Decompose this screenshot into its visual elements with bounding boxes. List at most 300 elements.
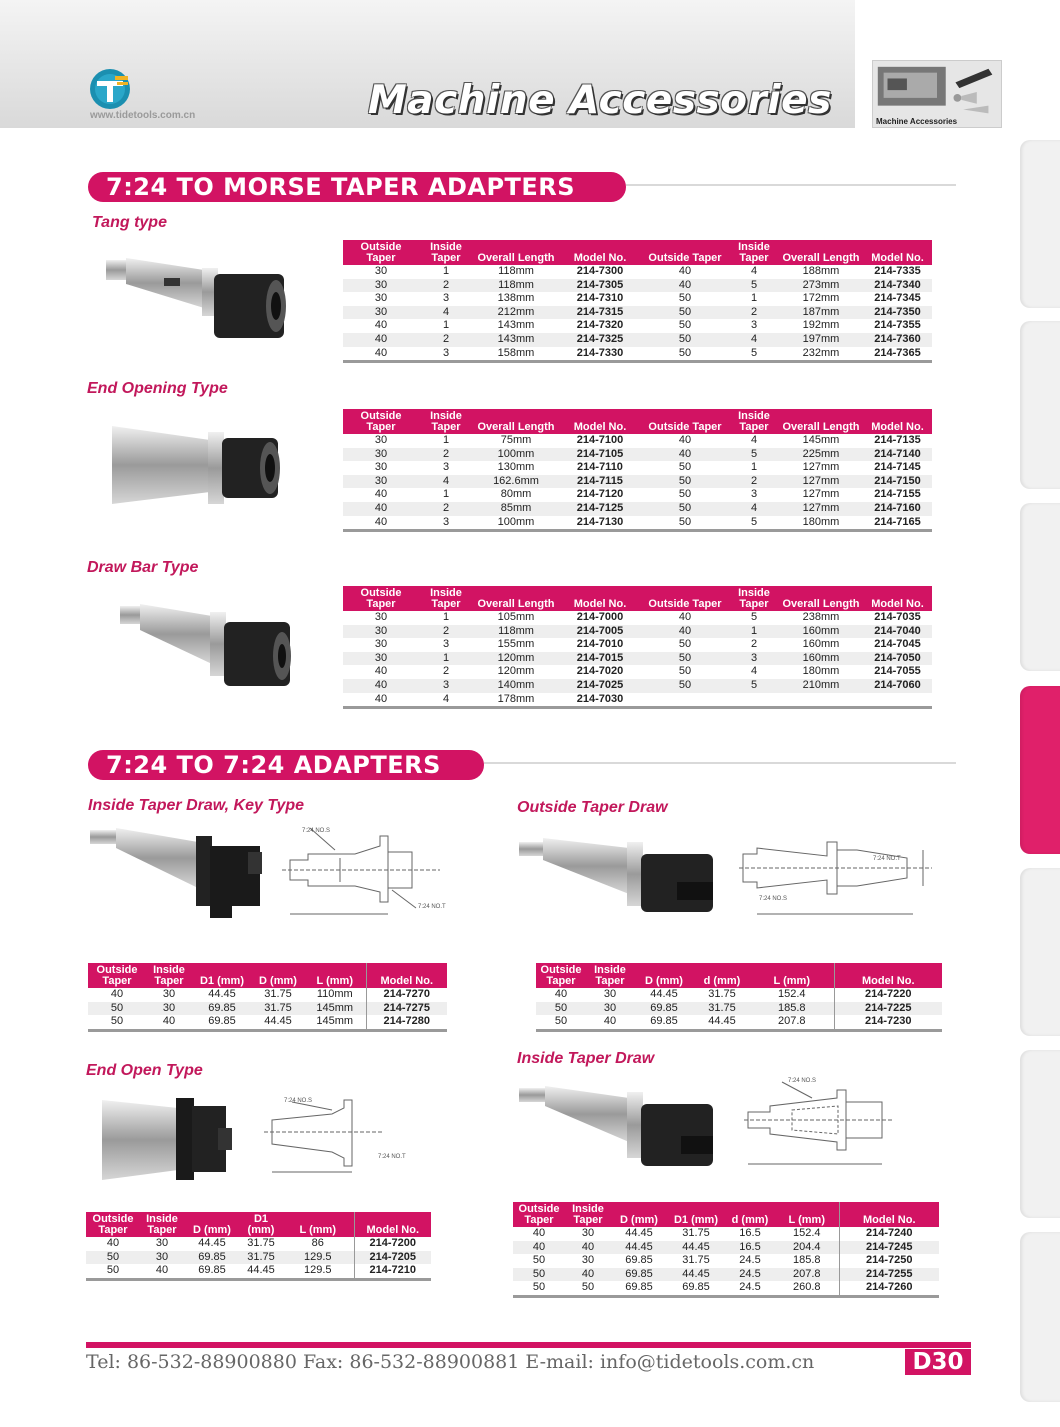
- table-cell: 210mm: [779, 679, 863, 693]
- table-row: [343, 625, 932, 639]
- table-cell: 69.85: [611, 1281, 667, 1296]
- table-cell: 232mm: [779, 347, 863, 362]
- table-cell: 2: [729, 306, 779, 320]
- col-inside-taper-2: Inside Taper: [729, 409, 779, 434]
- table-cell: 31.75: [240, 1251, 282, 1265]
- table-cell: 50: [88, 1002, 146, 1016]
- col-inside-taper: Inside Taper: [419, 586, 473, 611]
- company-logo: [88, 67, 132, 111]
- table-cell: 86: [311, 1237, 324, 1249]
- thumbnail-caption: Machine Accessories: [876, 117, 958, 126]
- table-cell: 4: [729, 502, 779, 516]
- col-model-no: Model No.: [559, 409, 641, 434]
- col-outside-taper: Outside Taper: [343, 240, 419, 265]
- table-cell: 4: [419, 693, 473, 708]
- model-number-cell: 214-7300: [576, 265, 624, 277]
- table-cell: 2: [419, 333, 473, 347]
- table-cell: 4: [419, 306, 473, 320]
- model-number-cell: 214-7140: [863, 448, 932, 462]
- outside-draw-drawing: [737, 830, 937, 920]
- subtitle-inside-draw: Inside Taper Draw: [517, 1050, 655, 1067]
- table-cell: 40: [678, 611, 692, 623]
- table-cell: 225mm: [779, 448, 863, 462]
- col-outside-taper: Outside Taper: [343, 409, 419, 434]
- col-outside-taper: Outside Taper: [536, 963, 586, 988]
- col-d-small: d (mm): [694, 963, 750, 988]
- table-cell: [779, 693, 863, 708]
- end-open-rows: [86, 1237, 431, 1279]
- drawing-label: 7:24 NO.T: [873, 856, 901, 862]
- table-cell: 3: [442, 292, 450, 305]
- table-cell: 30: [343, 448, 419, 462]
- table-row: [86, 1251, 431, 1265]
- table-cell: 127mm: [802, 461, 840, 474]
- table-cell: 129.5: [282, 1264, 354, 1279]
- col-overall-length-2: Overall Length: [779, 586, 863, 611]
- model-number-cell: 214-7025: [559, 679, 641, 693]
- end-opening-rows: [343, 434, 932, 531]
- drawing-label: 7:24 NO.T: [378, 1154, 406, 1160]
- table-cell: 40: [343, 502, 419, 516]
- table-cell: 160mm: [779, 625, 863, 639]
- table-cell: 2: [750, 638, 758, 651]
- table-cell: 160mm: [779, 652, 863, 666]
- table-cell: [729, 693, 779, 708]
- model-number-cell: 214-7245: [839, 1241, 939, 1255]
- subtitle-end-open: End Open Type: [86, 1062, 203, 1079]
- col-overall-length: Overall Length: [473, 586, 559, 611]
- table-cell: 100mm: [473, 516, 559, 531]
- inside-key-adapter-image: [88, 826, 268, 921]
- table-row: [343, 279, 932, 293]
- table-row: [513, 1281, 939, 1296]
- table-cell: 50: [641, 306, 729, 320]
- table-row: [343, 679, 932, 693]
- table-cell: 40: [140, 1264, 184, 1279]
- table-cell: 260.8: [775, 1281, 839, 1296]
- subtitle-outside-draw: Outside Taper Draw: [517, 799, 668, 816]
- model-number-cell: 214-7155: [874, 488, 921, 501]
- table-cell: 118mm: [498, 265, 534, 277]
- table-cell: 31.75: [682, 1227, 710, 1239]
- col-outside-taper-2: Outside Taper: [641, 586, 729, 611]
- table-cell: 40: [343, 693, 419, 708]
- drawing-label: 7:24 NO.S: [284, 1098, 313, 1104]
- table-row: [343, 516, 932, 531]
- model-number-cell: 214-7000: [576, 611, 624, 623]
- table-cell: 31.75: [264, 988, 292, 1000]
- table-cell: 44.45: [611, 1241, 667, 1255]
- subtitle-draw-bar: Draw Bar Type: [87, 559, 199, 576]
- table-cell: 238mm: [802, 611, 840, 623]
- table-cell: 120mm: [473, 652, 559, 666]
- table-row: [513, 1254, 939, 1268]
- table-cell: 44.45: [208, 988, 236, 1000]
- model-number-cell: 214-7240: [839, 1227, 939, 1241]
- model-number-cell: 214-7035: [874, 611, 921, 623]
- model-number-cell: 214-7040: [863, 625, 932, 639]
- col-inside-taper: Inside Taper: [146, 963, 192, 988]
- table-cell: 30: [374, 265, 388, 277]
- col-model-no: Model No.: [366, 963, 447, 988]
- footer-contact[interactable]: Tel: 86-532-88900880 Fax: 86-532-88900881 E-mail: info@tidetools.com.cn: [86, 1351, 815, 1373]
- table-cell: 50: [641, 652, 729, 666]
- table-cell: 197mm: [779, 333, 863, 347]
- end-open-drawing: [262, 1094, 412, 1179]
- section-title-724: 7:24 TO 7:24 ADAPTERS: [88, 750, 484, 780]
- table-cell: 30: [581, 1254, 595, 1267]
- table-cell: 192mm: [802, 319, 840, 332]
- table-cell: 127mm: [802, 488, 840, 501]
- table-cell: 207.8: [775, 1268, 839, 1282]
- model-number-cell: 214-7310: [576, 292, 624, 305]
- model-number-cell: 214-7225: [834, 1002, 942, 1016]
- model-number-cell: 214-7130: [559, 516, 641, 531]
- col-model-no-2: Model No.: [863, 240, 932, 265]
- table-cell: 50: [678, 319, 692, 332]
- table-cell: 69.85: [667, 1281, 725, 1296]
- model-number-cell: 214-7110: [577, 461, 623, 474]
- table-cell: 50: [513, 1281, 565, 1296]
- table-cell: [641, 693, 729, 708]
- table-cell: 30: [146, 1002, 192, 1016]
- table-cell: 40: [343, 333, 419, 347]
- model-number-cell: 214-7330: [559, 347, 641, 362]
- table-cell: 1: [442, 265, 450, 277]
- col-outside-taper-2: Outside Taper: [641, 240, 729, 265]
- col-model-no: Model No.: [559, 240, 641, 265]
- table-cell: 30: [374, 611, 388, 623]
- col-l: L (mm): [282, 1212, 354, 1237]
- table-row: [343, 265, 932, 279]
- model-number-cell: 214-7020: [576, 665, 624, 678]
- table-cell: 31.75: [682, 1254, 710, 1267]
- model-number-cell: 214-7320: [576, 319, 624, 332]
- end-opening-adapter-image: [110, 418, 290, 518]
- side-tab-6[interactable]: [1020, 1050, 1060, 1218]
- table-cell: 40: [565, 1241, 611, 1255]
- col-d1: D1 (mm): [240, 1212, 282, 1237]
- col-model-no: Model No.: [354, 1212, 431, 1237]
- side-tab-2[interactable]: [1020, 321, 1060, 489]
- table-cell: 152.4: [777, 988, 806, 1000]
- table-cell: 50: [88, 1015, 146, 1030]
- table-cell: 30: [581, 1227, 595, 1239]
- table-cell: 158mm: [473, 347, 559, 362]
- table-cell: 40: [343, 516, 419, 531]
- table-cell: 3: [419, 679, 473, 693]
- col-model-no-2: Model No.: [863, 409, 932, 434]
- table-cell: 4: [750, 665, 758, 678]
- side-tab-5[interactable]: [1020, 868, 1060, 1036]
- col-overall-length: Overall Length: [473, 409, 559, 434]
- table-cell: 40: [554, 988, 568, 1000]
- col-d: D (mm): [634, 963, 694, 988]
- page-title: Machine Accessories: [368, 78, 832, 123]
- model-number-cell: 214-7350: [863, 306, 932, 320]
- table-cell: 69.85: [634, 1002, 694, 1016]
- col-l: L (mm): [304, 963, 366, 988]
- table-cell: 44.45: [198, 1237, 226, 1249]
- drawing-label: 7:24 NO.S: [788, 1078, 817, 1084]
- side-tab-4-active[interactable]: [1020, 686, 1060, 854]
- table-cell: 40: [146, 1015, 192, 1030]
- table-cell: 40: [374, 488, 388, 501]
- table-row: [343, 306, 932, 320]
- table-cell: 1: [442, 611, 450, 623]
- table-cell: 50: [513, 1268, 565, 1282]
- model-number-cell: 214-7315: [559, 306, 641, 320]
- table-cell: 1: [442, 319, 450, 332]
- table-cell: 30: [374, 461, 388, 474]
- table-cell: 40: [374, 319, 388, 332]
- col-l: L (mm): [775, 1202, 839, 1227]
- model-number-cell: 214-7100: [576, 434, 624, 446]
- side-tab-1[interactable]: [1020, 140, 1060, 308]
- table-cell: 129.5: [282, 1251, 354, 1265]
- table-cell: 1: [750, 461, 758, 474]
- end-open-table: [86, 1212, 431, 1281]
- col-model-no: Model No.: [834, 963, 942, 988]
- table-cell: 50: [641, 333, 729, 347]
- table-cell: 40: [374, 665, 388, 678]
- table-cell: 155mm: [497, 638, 535, 651]
- table-cell: 3: [419, 347, 473, 362]
- table-cell: 5: [729, 347, 779, 362]
- table-cell: 30: [155, 1237, 169, 1249]
- table-cell: 1: [729, 625, 779, 639]
- outside-draw-adapter-image: [517, 830, 722, 920]
- model-number-cell: 214-7260: [839, 1281, 939, 1296]
- table-cell: 3: [419, 516, 473, 531]
- tang-type-table: [343, 240, 932, 363]
- table-cell: 160mm: [802, 638, 840, 651]
- table-cell: 100mm: [473, 448, 559, 462]
- col-model-no: Model No.: [839, 1202, 939, 1227]
- table-cell: 1: [750, 292, 758, 305]
- model-number-cell: 214-7045: [874, 638, 921, 651]
- side-tab-7[interactable]: [1020, 1232, 1060, 1402]
- table-cell: 40: [586, 1015, 634, 1030]
- table-row: [88, 988, 447, 1002]
- model-number-cell: 214-7275: [366, 1002, 447, 1016]
- table-cell: 31.75: [694, 1002, 750, 1016]
- table-cell: 138mm: [497, 292, 535, 305]
- table-cell: 40: [641, 625, 729, 639]
- table-cell: 212mm: [473, 306, 559, 320]
- table-cell: 204.4: [775, 1241, 839, 1255]
- model-number-cell: 214-7255: [839, 1268, 939, 1282]
- table-row: [343, 292, 932, 306]
- table-cell: 69.85: [184, 1251, 240, 1265]
- col-d: D (mm): [611, 1202, 667, 1227]
- table-cell: 75mm: [500, 434, 532, 446]
- table-cell: 85mm: [473, 502, 559, 516]
- table-row: [86, 1237, 431, 1251]
- col-outside-taper-2: Outside Taper: [641, 409, 729, 434]
- table-cell: 2: [419, 448, 473, 462]
- model-number-cell: 214-7220: [834, 988, 942, 1002]
- table-cell: 30: [343, 625, 419, 639]
- table-cell: 172mm: [802, 292, 840, 305]
- col-inside-taper: Inside Taper: [419, 409, 473, 434]
- col-overall-length-2: Overall Length: [779, 240, 863, 265]
- table-cell: 69.85: [634, 1015, 694, 1030]
- table-cell: 50: [641, 502, 729, 516]
- model-number-cell: 214-7345: [874, 292, 921, 305]
- model-number-cell: 214-7135: [874, 434, 921, 446]
- section-title-morse: 7:24 TO MORSE TAPER ADAPTERS: [88, 172, 626, 202]
- table-cell: 5: [729, 516, 779, 531]
- table-cell: 30: [374, 434, 388, 446]
- model-number-cell: 214-7305: [559, 279, 641, 293]
- model-number-cell: 214-7115: [559, 475, 641, 489]
- model-number-cell: 214-7200: [354, 1237, 431, 1251]
- table-cell: 80mm: [500, 488, 532, 501]
- drawing-label: 7:24 NO.S: [302, 828, 331, 834]
- table-row: [536, 988, 942, 1002]
- site-url[interactable]: www.tidetools.com.cn: [90, 110, 196, 121]
- table-cell: 30: [162, 988, 176, 1000]
- table-cell: 50: [678, 638, 692, 651]
- table-cell: 105mm: [497, 611, 535, 623]
- subtitle-tang: Tang type: [92, 214, 167, 231]
- model-number-cell: 214-7165: [863, 516, 932, 531]
- table-row: [88, 1002, 447, 1016]
- table-cell: 180mm: [802, 665, 840, 678]
- table-cell: 185.8: [750, 1002, 834, 1016]
- table-cell: 50: [641, 347, 729, 362]
- table-row: [343, 502, 932, 516]
- table-cell: 4: [750, 434, 758, 446]
- table-cell: 145mm: [304, 1002, 366, 1016]
- col-d1: D1 (mm): [192, 963, 252, 988]
- section-rule: [626, 184, 956, 186]
- table-cell: 187mm: [779, 306, 863, 320]
- table-cell: 120mm: [497, 665, 535, 678]
- side-tab-3[interactable]: [1020, 503, 1060, 671]
- col-overall-length-2: Overall Length: [779, 409, 863, 434]
- table-row: [513, 1268, 939, 1282]
- table-cell: 50: [536, 1015, 586, 1030]
- table-cell: 5: [750, 611, 758, 623]
- col-d-small: d (mm): [725, 1202, 775, 1227]
- table-cell: 188mm: [802, 265, 840, 277]
- table-row: [343, 611, 932, 625]
- table-cell: 44.45: [252, 1015, 304, 1030]
- inside-draw-drawing: [742, 1076, 942, 1171]
- col-outside-taper: Outside Taper: [86, 1212, 140, 1237]
- table-row: [343, 347, 932, 362]
- table-cell: 273mm: [779, 279, 863, 293]
- table-cell: 40: [110, 988, 124, 1000]
- table-row: [513, 1227, 939, 1241]
- table-cell: 110mm: [316, 988, 353, 1000]
- table-cell: 2: [419, 502, 473, 516]
- table-cell: 50: [536, 1002, 586, 1016]
- model-number-cell: 214-7005: [559, 625, 641, 639]
- model-number-cell: 214-7160: [863, 502, 932, 516]
- table-row: [343, 475, 932, 489]
- table-row: [343, 652, 932, 666]
- table-cell: 40: [565, 1268, 611, 1282]
- table-cell: 145mm: [802, 434, 840, 446]
- table-cell: 127mm: [779, 475, 863, 489]
- table-cell: 50: [86, 1264, 140, 1279]
- table-cell: 50: [641, 475, 729, 489]
- table-cell: 44.45: [650, 988, 678, 1000]
- table-row: [343, 665, 932, 679]
- model-number-cell: 214-7325: [559, 333, 641, 347]
- col-inside-taper-2: Inside Taper: [729, 240, 779, 265]
- draw-bar-adapter-image: [118, 598, 298, 698]
- col-outside-taper: Outside Taper: [513, 1202, 565, 1227]
- table-cell: 118mm: [473, 279, 559, 293]
- col-inside-taper: Inside Taper: [140, 1212, 184, 1237]
- inside-draw-rows: [513, 1227, 939, 1296]
- col-inside-taper: Inside Taper: [419, 240, 473, 265]
- col-inside-taper: Inside Taper: [586, 963, 634, 988]
- model-number-cell: 214-7120: [576, 488, 624, 501]
- table-cell: 5: [729, 679, 779, 693]
- table-row: [343, 434, 932, 448]
- table-cell: 3: [442, 461, 450, 474]
- table-row: [343, 461, 932, 475]
- table-cell: 152.4: [792, 1227, 821, 1239]
- subtitle-end-opening: End Opening Type: [87, 380, 228, 397]
- table-cell: 162.6mm: [473, 475, 559, 489]
- table-row: [88, 1015, 447, 1030]
- inside-key-rows: [88, 988, 447, 1030]
- col-outside-taper: Outside Taper: [343, 586, 419, 611]
- table-cell: 3: [442, 638, 450, 651]
- outside-draw-rows: [536, 988, 942, 1030]
- table-cell: 2: [419, 625, 473, 639]
- model-number-cell: 214-7015: [559, 652, 641, 666]
- table-cell: 50: [678, 461, 692, 474]
- col-inside-taper-2: Inside Taper: [729, 586, 779, 611]
- draw-bar-table: [343, 586, 932, 709]
- table-cell: 50: [641, 516, 729, 531]
- table-cell: 40: [641, 448, 729, 462]
- table-cell: 30: [603, 988, 617, 1000]
- table-row: [343, 693, 932, 708]
- table-cell: 130mm: [497, 461, 535, 474]
- model-number-cell: 214-7205: [354, 1251, 431, 1265]
- inside-draw-table: [513, 1202, 939, 1298]
- table-cell: 40: [641, 279, 729, 293]
- table-cell: 40: [678, 434, 692, 446]
- table-cell: 4: [729, 333, 779, 347]
- table-cell: 1: [442, 434, 450, 446]
- table-cell: 30: [374, 292, 388, 305]
- table-cell: 31.75: [708, 988, 736, 1000]
- footer-rule: [86, 1342, 971, 1348]
- table-cell: 30: [343, 652, 419, 666]
- table-cell: 44.45: [667, 1241, 725, 1255]
- table-cell: 1: [442, 488, 450, 501]
- table-cell: 44.45: [694, 1015, 750, 1030]
- model-number-cell: 214-7355: [874, 319, 921, 332]
- table-cell: 207.8: [750, 1015, 834, 1030]
- model-number-cell: [863, 693, 932, 708]
- table-row: [86, 1264, 431, 1279]
- model-number-cell: 214-7125: [559, 502, 641, 516]
- page-number: D30: [905, 1349, 971, 1375]
- table-cell: 2: [442, 665, 450, 678]
- subtitle-inside-key: Inside Taper Draw, Key Type: [88, 797, 305, 814]
- table-cell: 69.85: [184, 1264, 240, 1279]
